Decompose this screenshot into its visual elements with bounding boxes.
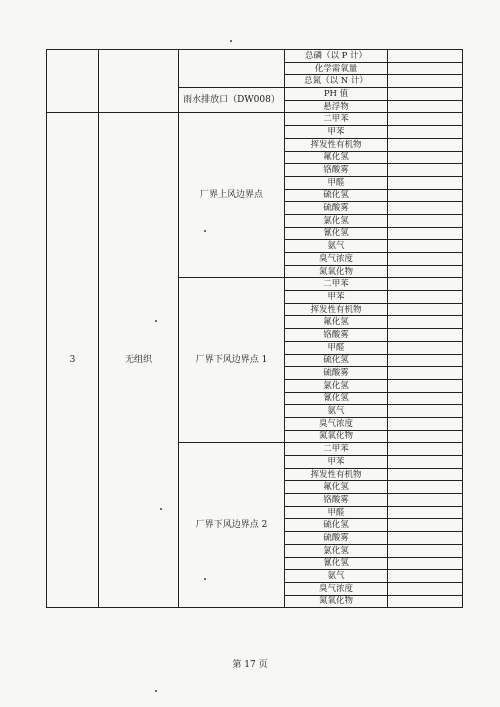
blank-cell (388, 126, 463, 139)
pollutant-cell: 甲醛 (285, 506, 388, 519)
table-row (47, 50, 463, 63)
blank-cell (388, 544, 463, 557)
blank-cell (388, 570, 463, 583)
blank-cell (388, 189, 463, 202)
monitoring-point-cell: 雨水排放口（DW008） (179, 88, 285, 113)
pollutant-cell: 臭气浓度 (285, 417, 388, 430)
blank-cell (388, 532, 463, 545)
pollutant-cell: 硫酸雾 (285, 532, 388, 545)
section-number-cell: 3 (47, 113, 99, 608)
blank-cell (388, 62, 463, 75)
blank-cell (388, 494, 463, 507)
scan-speck (160, 508, 162, 510)
page-number: 第 17 页 (232, 660, 268, 670)
pollutant-cell: 二甲苯 (285, 443, 388, 456)
pollutant-cell: 挥发性有机物 (285, 303, 388, 316)
pollutant-cell: 甲苯 (285, 291, 388, 304)
pollutant-cell: 氨气 (285, 405, 388, 418)
scan-speck (230, 40, 232, 42)
blank-cell (388, 50, 463, 63)
monitoring-table (46, 49, 463, 608)
pollutant-cell: 氰化氢 (285, 392, 388, 405)
blank-cell (388, 75, 463, 88)
blank-cell (388, 392, 463, 405)
pollutant-cell: 臭气浓度 (285, 582, 388, 595)
blank-cell (388, 278, 463, 291)
blank-cell (388, 176, 463, 189)
pollutant-cell: 氰化氢 (285, 557, 388, 570)
pollutant-cell: 铬酸雾 (285, 164, 388, 177)
blank-cell (388, 214, 463, 227)
monitoring-point-cell (179, 50, 285, 88)
blank-cell (388, 354, 463, 367)
pollutant-cell: 氰化氢 (285, 227, 388, 240)
pollutant-cell: 铬酸雾 (285, 329, 388, 342)
blank-cell (388, 595, 463, 608)
monitoring-point-cell: 厂界下风边界点 1 (179, 278, 285, 443)
pollutant-cell: 氮氧化物 (285, 265, 388, 278)
section-number-cell (47, 50, 99, 113)
pollutant-cell: 硫酸雾 (285, 202, 388, 215)
pollutant-cell: 硫化氢 (285, 354, 388, 367)
pollutant-cell: 氨气 (285, 240, 388, 253)
pollutant-cell: 总氮（以 N 计） (285, 75, 388, 88)
blank-cell (388, 417, 463, 430)
pollutant-cell: 氟化氢 (285, 316, 388, 329)
pollutant-cell: 二甲苯 (285, 278, 388, 291)
pollutant-cell: 硫酸雾 (285, 367, 388, 380)
blank-cell (388, 164, 463, 177)
pollutant-cell: 氟化氢 (285, 481, 388, 494)
blank-cell (388, 582, 463, 595)
blank-cell (388, 316, 463, 329)
blank-cell (388, 202, 463, 215)
blank-cell (388, 303, 463, 316)
pollutant-cell: 挥发性有机物 (285, 138, 388, 151)
blank-cell (388, 329, 463, 342)
blank-cell (388, 151, 463, 164)
pollutant-cell: 氮氧化物 (285, 430, 388, 443)
scan-speck (155, 690, 157, 692)
blank-cell (388, 88, 463, 101)
pollutant-cell: 悬浮物 (285, 100, 388, 113)
pollutant-cell: 甲醛 (285, 341, 388, 354)
pollutant-cell: 挥发性有机物 (285, 468, 388, 481)
pollutant-cell: 硫化氢 (285, 519, 388, 532)
pollutant-cell: 氯化氢 (285, 379, 388, 392)
blank-cell (388, 481, 463, 494)
blank-cell (388, 443, 463, 456)
pollutant-cell: 甲醛 (285, 176, 388, 189)
pollutant-cell: 氟化氢 (285, 151, 388, 164)
pollutant-cell: 氯化氢 (285, 214, 388, 227)
pollutant-cell: 氮氧化物 (285, 595, 388, 608)
blank-cell (388, 341, 463, 354)
pollutant-cell: 硫化氢 (285, 189, 388, 202)
blank-cell (388, 557, 463, 570)
monitoring-point-cell: 厂界下风边界点 2 (179, 443, 285, 608)
pollutant-cell: 二甲苯 (285, 113, 388, 126)
scan-speck (204, 578, 206, 580)
blank-cell (388, 227, 463, 240)
blank-cell (388, 379, 463, 392)
scan-speck (204, 230, 206, 232)
blank-cell (388, 430, 463, 443)
pollutant-cell: 化学需氧量 (285, 62, 388, 75)
pollutant-cell: 甲苯 (285, 456, 388, 469)
blank-cell (388, 113, 463, 126)
blank-cell (388, 468, 463, 481)
table-row (47, 113, 463, 126)
blank-cell (388, 253, 463, 266)
pollutant-cell: 甲苯 (285, 126, 388, 139)
pollutant-cell: 臭气浓度 (285, 253, 388, 266)
blank-cell (388, 291, 463, 304)
monitoring-point-cell: 厂界上风边界点 (179, 113, 285, 278)
blank-cell (388, 265, 463, 278)
category-cell: 无组织 (99, 113, 179, 608)
pollutant-cell: 氯化氢 (285, 544, 388, 557)
blank-cell (388, 100, 463, 113)
pollutant-cell: 氨气 (285, 570, 388, 583)
blank-cell (388, 405, 463, 418)
pollutant-cell: 总磷（以 P 计） (285, 50, 388, 63)
scan-speck (155, 320, 157, 322)
pollutant-cell: 铬酸雾 (285, 494, 388, 507)
blank-cell (388, 138, 463, 151)
pollutant-cell: PH 值 (285, 88, 388, 101)
blank-cell (388, 506, 463, 519)
blank-cell (388, 456, 463, 469)
blank-cell (388, 367, 463, 380)
blank-cell (388, 240, 463, 253)
category-cell (99, 50, 179, 113)
blank-cell (388, 519, 463, 532)
